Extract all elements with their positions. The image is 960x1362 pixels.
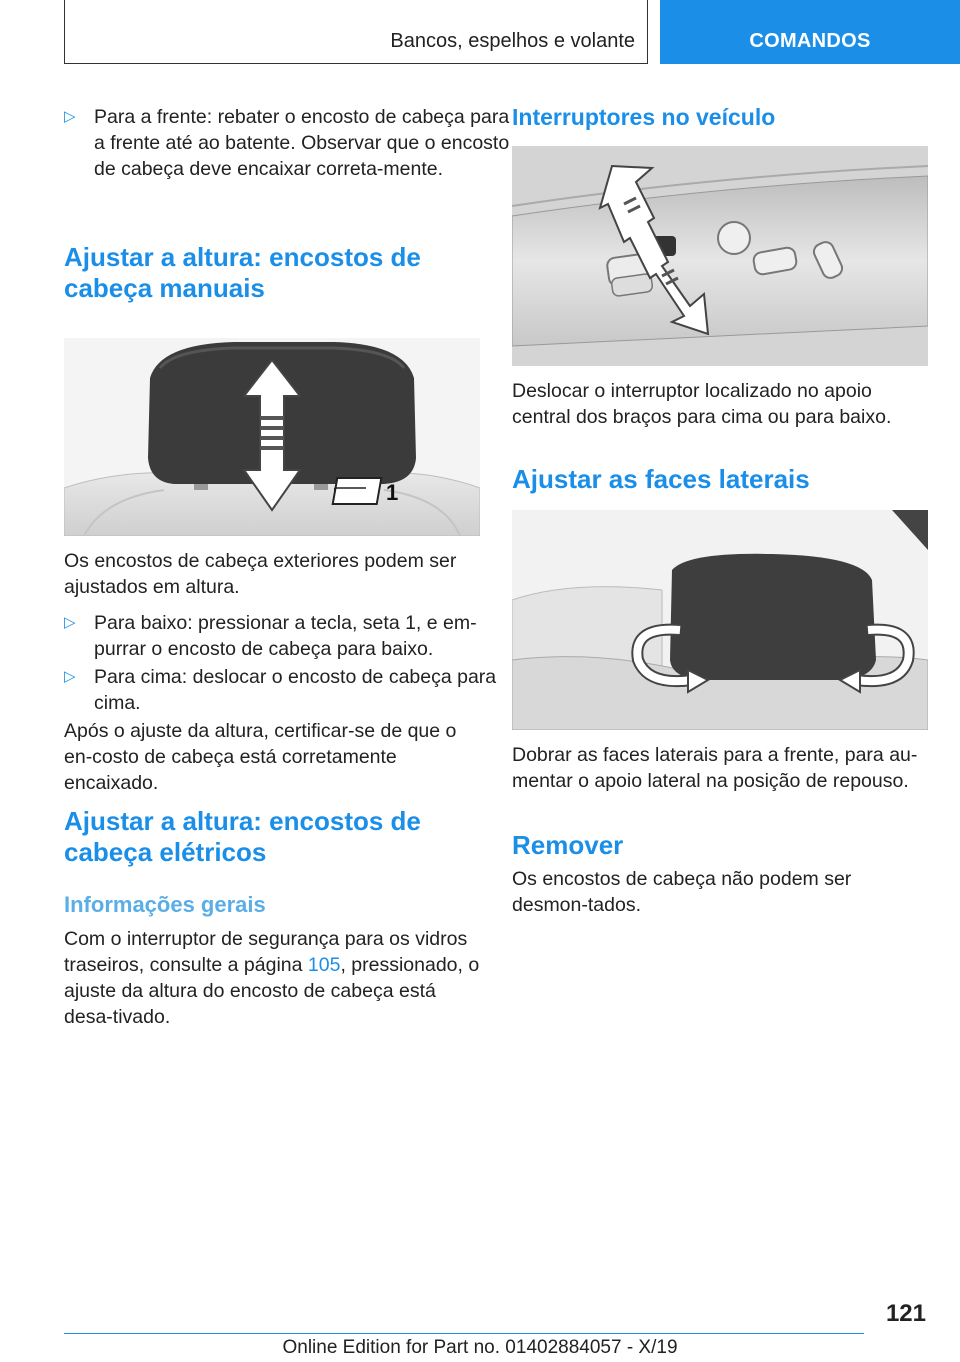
- paragraph-after-adjust: Após o ajuste da altura, certificar-se de que o en-costo de cabeça está corretamente encaixado.: [64, 720, 457, 794]
- paragraph-general-text-b: , pressionado, o ajuste da altura do encosto de cabeça está desa-tivado.: [64, 954, 480, 1028]
- header-frame: [64, 0, 648, 64]
- headrest-sides-illustration: [512, 510, 928, 730]
- page-reference-link[interactable]: 105: [307, 954, 341, 976]
- bullet-triangle-icon: ▷: [64, 614, 76, 631]
- paragraph-remove: Os encostos de cabeça não podem ser desmon-tados.: [512, 868, 852, 916]
- figure-switches: [512, 146, 928, 366]
- chapter-tab: [660, 0, 960, 64]
- bullet-triangle-icon: ▷: [64, 108, 76, 125]
- footer-divider: [64, 1333, 864, 1334]
- page-number: 121: [885, 1300, 926, 1327]
- heading-vehicle-switches: Interruptores no veículo: [512, 104, 776, 130]
- heading-remove: Remover: [512, 830, 624, 860]
- heading-general-info: Informações gerais: [64, 892, 266, 917]
- headrest-manual-illustration: [64, 338, 480, 536]
- bullet-forward: [64, 104, 510, 182]
- header-section-title: Bancos, espelhos e volante: [390, 30, 635, 52]
- bullet-up-text: Para cima: deslocar o encosto de cabeça para cima.: [94, 666, 497, 714]
- bullet-down: [64, 610, 510, 662]
- bullet-down-text: Para baixo: pressionar a tecla, seta 1, e em-purrar o encosto de cabeça para baixo.: [94, 612, 477, 660]
- chapter-tab-label: COMANDOS: [749, 30, 871, 52]
- figure-side-wings: [512, 510, 928, 730]
- paragraph-general-info: [64, 926, 480, 1030]
- bullet-forward-text: Para a frente: rebater o encosto de cabeça para a frente até ao batente. Observar que o encosto de cabeça deve encaixar correta-mente.: [94, 106, 510, 180]
- seat-switch-illustration: [512, 146, 928, 366]
- heading-manual-height: Ajustar a altura: encostos de cabeça manuais: [64, 242, 421, 303]
- footer-edition: Online Edition for Part no. 01402884057 - X/19: [282, 1337, 678, 1358]
- paragraph-general-text-a: Com o interruptor de segurança para os vidros traseiros, consulte a página: [64, 928, 468, 976]
- paragraph-manual-intro: Os encostos de cabeça exteriores podem ser ajustados em altura.: [64, 550, 457, 598]
- figure-manual-headrest: [64, 338, 480, 536]
- figure-callout-1: 1: [386, 480, 399, 505]
- heading-side-wings: Ajustar as faces laterais: [512, 464, 810, 494]
- bullet-up: [64, 664, 510, 716]
- paragraph-side-wings: Dobrar as faces laterais para a frente, para au-mentar o apoio lateral na posição de repouso.: [512, 744, 918, 792]
- heading-electric-height: Ajustar a altura: encostos de cabeça elétricos: [64, 806, 421, 867]
- bullet-triangle-icon: ▷: [64, 668, 76, 685]
- paragraph-switches: Deslocar o interruptor localizado no apoio central dos braços para cima ou para baixo.: [512, 380, 892, 428]
